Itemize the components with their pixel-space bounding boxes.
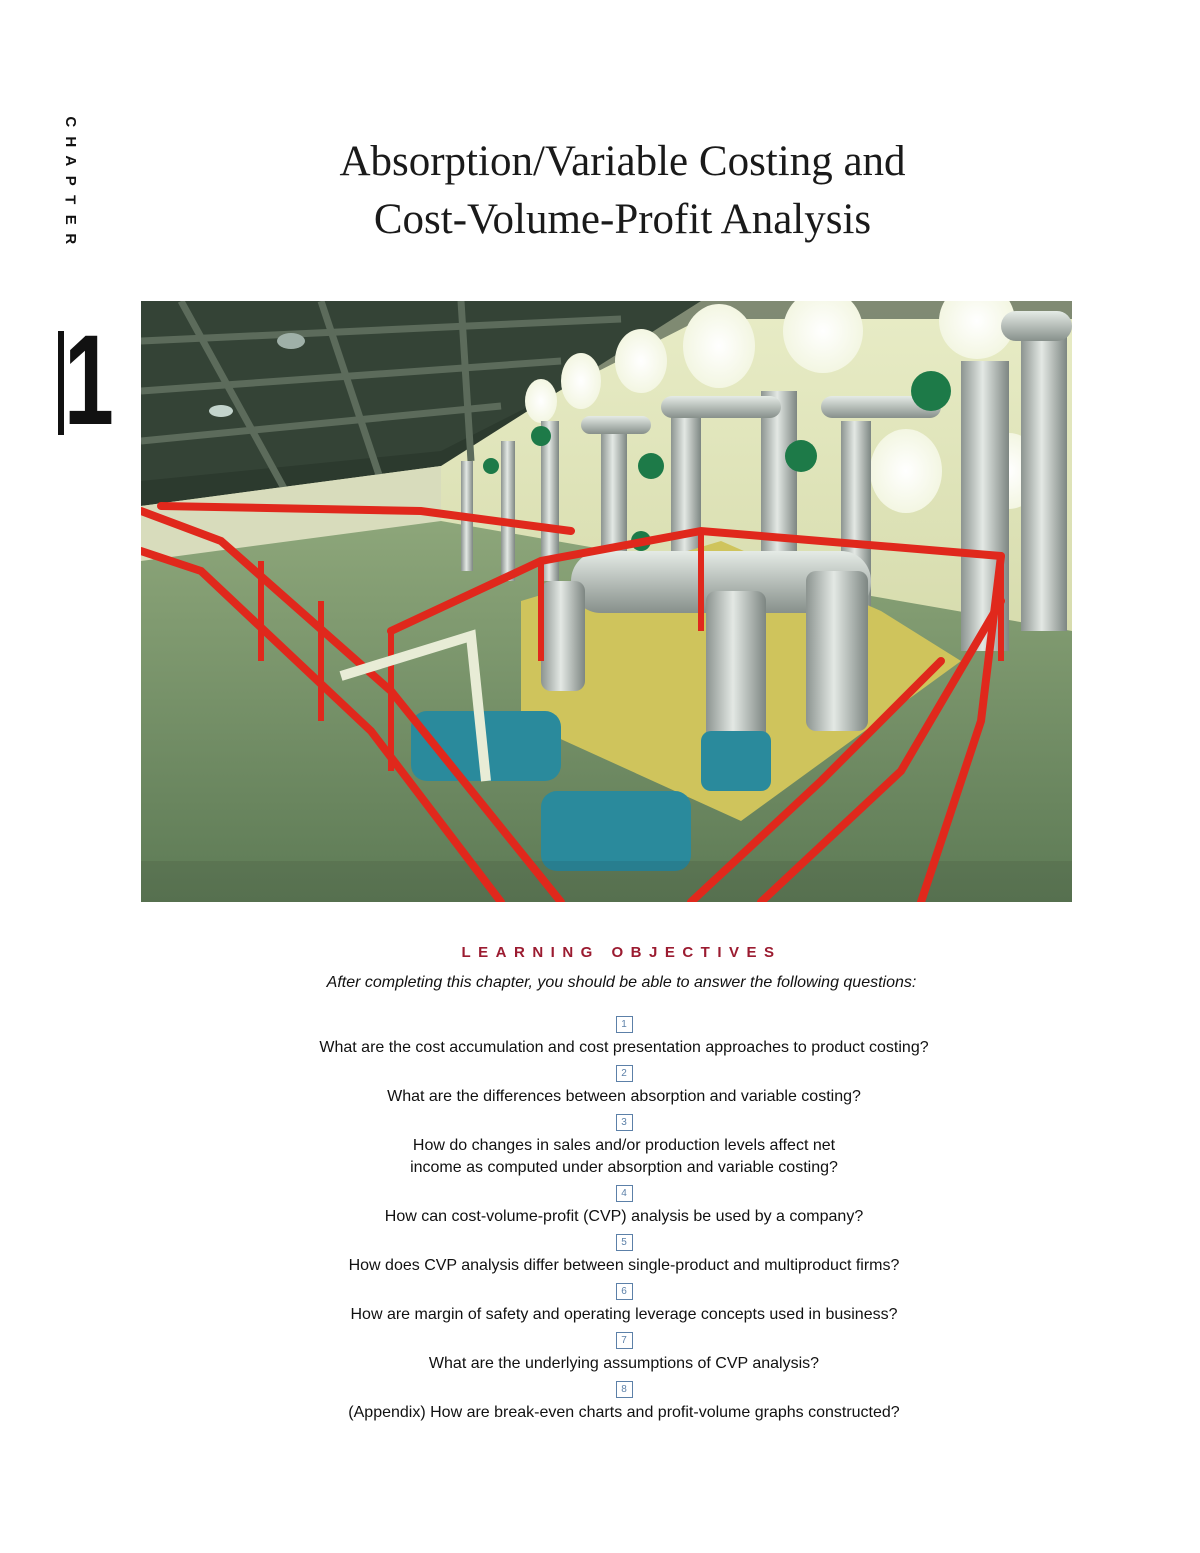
objective-text: (Appendix) How are break-even charts and profit-volume graphs constructed? (348, 1404, 900, 1421)
chapter-label-letter: R (61, 233, 79, 245)
chapter-label-letter: C (61, 116, 79, 128)
learning-objective-item (0, 1114, 1200, 1179)
objective-number-box: 8 (616, 1381, 633, 1398)
objective-text: How does CVP analysis differ between single-product and multiproduct firms? (348, 1257, 900, 1274)
chapter-label-letter: P (61, 175, 79, 186)
objective-text: What are the underlying assumptions of CVP analysis? (428, 1355, 820, 1372)
objective-number-box: 6 (616, 1283, 633, 1300)
objective-number-box: 1 (616, 1016, 633, 1033)
chapter-photo-pump-room (141, 301, 1072, 902)
objective-text: What are the differences between absorption and variable costing? (387, 1088, 861, 1105)
learning-objective-item (0, 1234, 1200, 1277)
objective-number-box: 3 (616, 1114, 633, 1131)
objective-number-box: 2 (616, 1065, 633, 1082)
objective-number-box: 5 (616, 1234, 633, 1251)
learning-objective-item (0, 1332, 1200, 1375)
learning-objective-item (0, 1381, 1200, 1424)
chapter-number-digit: 1 (64, 309, 114, 452)
objective-number-box: 4 (616, 1185, 633, 1202)
objective-number-box: 7 (616, 1332, 633, 1349)
objective-text: How can cost-volume-profit (CVP) analysis be used by a company? (384, 1208, 864, 1225)
objective-text: How do changes in sales and/or production levels affect net income as computed under absorption and variable costing? (410, 1137, 838, 1176)
chapter-label-letter: T (61, 195, 79, 205)
chapter-title-line: Cost-Volume-Profit Analysis (373, 196, 872, 243)
chapter-label-vertical (58, 112, 82, 249)
chapter-number (58, 309, 114, 452)
learning-objective-item (0, 1185, 1200, 1228)
learning-objectives-list (0, 1016, 1200, 1430)
learning-objectives-intro: After completing this chapter, you should be able to answer the following questions: (326, 974, 917, 991)
learning-objectives-heading: LEARNING OBJECTIVES (461, 944, 782, 961)
chapter-title (250, 133, 995, 249)
learning-objective-item (0, 1016, 1200, 1059)
objective-text: How are margin of safety and operating leverage concepts used in business? (350, 1306, 898, 1323)
learning-objective-item (0, 1283, 1200, 1326)
chapter-label-letter: E (61, 214, 79, 225)
chapter-label-letter: A (61, 155, 79, 167)
learning-objective-item (0, 1065, 1200, 1108)
objective-text: What are the cost accumulation and cost presentation approaches to product costing? (319, 1039, 929, 1056)
chapter-label-letter: H (61, 135, 79, 147)
chapter-title-line: Absorption/Variable Costing and (339, 138, 906, 185)
